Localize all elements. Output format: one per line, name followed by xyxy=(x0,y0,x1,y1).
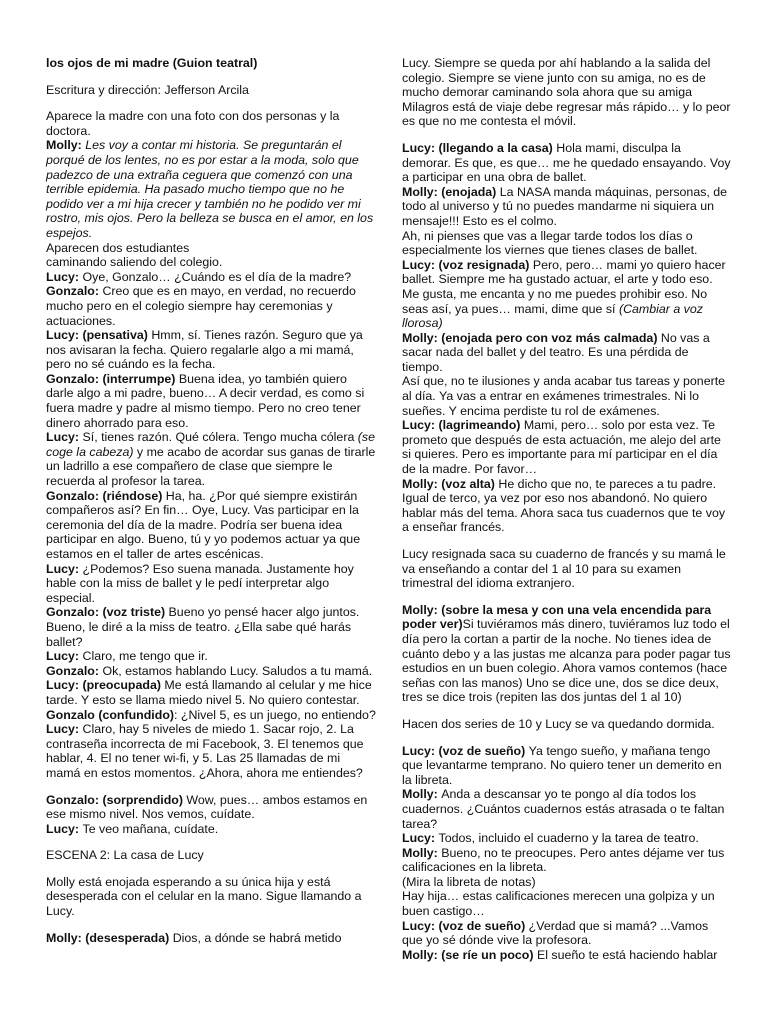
text-run: Hmm, sí. Tienes razón. Seguro que ya nos avisaran la fecha. Quiero regalarle algo a mi mamá, pero no sé cuándo es la fecha. xyxy=(46,328,363,372)
text-run: Ha, ha. ¿Por qué siempre existirán compañeros así? En fin… Oye, Lucy. Vas participar en la ceremonia del día de la madre. Podría ser buena idea participar en algo. Bueno, tú y yo podemos actuar ya que estamos en el taller de artes escénicas. xyxy=(46,488,361,561)
paragraph xyxy=(46,83,376,98)
left-column xyxy=(46,56,376,945)
paragraph xyxy=(46,138,376,240)
speaker-label: Lucy: xyxy=(46,722,83,737)
speaker-label: Lucy: (voz de sueño) xyxy=(402,743,529,758)
paragraph xyxy=(46,605,376,649)
text-run: caminando saliendo del colegio. xyxy=(46,255,223,270)
text-run: y me acabo de acordar sus ganas de tirarle un ladrillo a ese compañero de clase que siempre le recuerda al profesor la tarea. xyxy=(46,444,376,489)
paragraph xyxy=(46,489,376,562)
text-run: No vas a sacar nada del ballet y del teatro. Es una pérdida de tiempo. xyxy=(402,330,710,374)
paragraph xyxy=(402,831,732,846)
text-run: Wow, pues… ambos estamos en ese mismo nivel. Nos vemos, cuídate. xyxy=(46,792,368,822)
paragraph xyxy=(402,141,732,185)
speaker-label: Gonzalo: (interrumpe) xyxy=(46,371,179,386)
paragraph xyxy=(46,562,376,606)
paragraph xyxy=(46,722,376,780)
speaker-label: Lucy: xyxy=(402,831,439,846)
text-run: Aparecen dos estudiantes xyxy=(46,240,190,255)
speaker-label: Lucy: xyxy=(46,561,83,576)
speaker-label: Molly: xyxy=(46,138,86,153)
paragraph xyxy=(402,717,732,732)
stage-direction: (se coge la cabeza) xyxy=(46,430,375,459)
text-run: Pero, pero… mami yo quiero hacer ballet. Siempre me ha gustado actuar, el arte y todo eso. Me gusta, me encanta y no me puedes prohibir eso. No seas así, ya pues… mami, dime que sí xyxy=(402,257,726,316)
speaker-label: Lucy: (voz resignada) xyxy=(402,257,533,272)
text-run: Ok, estamos hablando Lucy. Saludos a tu mamá. xyxy=(102,663,373,678)
paragraph xyxy=(46,430,376,488)
paragraph xyxy=(402,418,732,476)
right-column xyxy=(402,56,732,962)
text-run: Dios, a dónde se habrá metido xyxy=(172,930,342,945)
text-run: Todos, incluido el cuaderno y la tarea de teatro. xyxy=(438,831,699,846)
paragraph xyxy=(402,374,732,418)
text-run: Claro, me tengo que ir. xyxy=(82,649,208,664)
text-run: Hay hija… estas calificaciones merecen una golpiza y un buen castigo… xyxy=(402,889,715,919)
paragraph xyxy=(46,649,376,664)
speaker-label: los ojos de mi madre (Guion teatral) xyxy=(46,56,258,70)
paragraph xyxy=(402,229,732,258)
speaker-label: Gonzalo: (riéndose) xyxy=(46,488,166,503)
speaker-label: Gonzalo: (sorprendido) xyxy=(46,792,187,807)
text-run: Si tuviéramos más dinero, tuviéramos luz todo el día pero la cortan a partir de la noche. No tienes idea de cuánto debo y a las justas me alcanza para poder pagar tus estudios en un buen colegio. Ahora vamos contemos (hace señas con las manos) Uno se dice une, dos se dice deux, tres se dice trois (repiten las dos juntas del 1 al 10) xyxy=(402,617,731,705)
paragraph xyxy=(46,664,376,679)
text-run: Buena idea, yo también quiero darle algo a mi padre, bueno… A decir verdad, es como si fuera madre y padre al mismo tiempo. Pero no creo tener dinero ahorrado para eso. xyxy=(46,371,365,430)
speaker-label: Gonzalo (confundido) xyxy=(46,707,175,722)
paragraph xyxy=(402,919,732,948)
paragraph xyxy=(46,109,376,138)
text-run: Bueno yo pensé hacer algo juntos. Bueno, le diré a la miss de teatro. ¿Ella sabe qué harás ballet? xyxy=(46,605,360,649)
paragraph xyxy=(402,56,732,129)
text-run: Aparece la madre con una foto con dos personas y la doctora. xyxy=(46,109,340,138)
paragraph xyxy=(46,328,376,372)
paragraph xyxy=(402,477,732,535)
text-run: Mami, pero… solo por esta vez. Te prometo que después de esta actuación, me alejo del arte si quieres. Pero es importante para mí participar en el día de la madre. Por favor… xyxy=(402,418,721,477)
paragraph xyxy=(402,889,732,918)
speaker-label: Lucy: (llegando a la casa) xyxy=(402,140,557,155)
paragraph xyxy=(46,793,376,822)
text-run: (Mira la libreta de notas) xyxy=(402,874,536,889)
paragraph xyxy=(46,270,376,285)
speaker-label: Molly: xyxy=(402,845,442,860)
paragraph xyxy=(46,848,376,863)
text-run: Ah, ni pienses que vas a llegar tarde todos los días o especialmente los viernes que tienes clases de ballet. xyxy=(402,228,698,258)
speaker-label: Lucy: xyxy=(46,430,83,445)
stage-direction: (Cambiar a voz llorosa) xyxy=(402,301,703,331)
text-run: ¿Verdad que si mamá? ...Vamos que yo sé dónde vive la profesora. xyxy=(402,918,709,948)
speaker-label: Lucy: xyxy=(46,269,83,284)
speaker-label: Molly: (sobre la mesa y con una vela encendida para poder ver) xyxy=(402,602,712,632)
paragraph xyxy=(402,547,732,591)
paragraph xyxy=(402,846,732,875)
paragraph xyxy=(46,822,376,837)
text-run: Claro, hay 5 niveles de miedo 1. Sacar rojo, 2. La contraseña incorrecta de mi Facebook, 3. El tenemos que hablar, 4. El no tener wi-fi, y 5. Las 25 llamadas de mi mamá en estos momentos. ¿Ahora, ahora me entiendes? xyxy=(46,722,364,780)
speaker-label: Molly: xyxy=(402,787,442,802)
text-run: Molly está enojada esperando a su única hija y está desesperada con el celular en la mano. Sigue llamando a Lucy. xyxy=(46,874,362,919)
paragraph xyxy=(402,258,732,331)
speaker-label: Lucy: xyxy=(46,649,83,664)
text-run: Hacen dos series de 10 y Lucy se va quedando dormida. xyxy=(402,716,715,731)
text-run: Escritura y dirección: Jefferson Arcila xyxy=(46,82,249,97)
text-run: Bueno, no te preocupes. Pero antes déjame ver tus calificaciones en la libreta. xyxy=(402,845,725,875)
text-run: ESCENA 2: La casa de Lucy xyxy=(46,848,204,863)
paragraph xyxy=(402,744,732,788)
text-run: Sí, tienes razón. Qué cólera. Tengo mucha cólera xyxy=(82,430,358,445)
text-run: Ya tengo sueño, y mañana tengo que levantarme temprano. No quiero tener un demerito en la libreta. xyxy=(402,743,722,787)
paragraph xyxy=(402,331,732,375)
paragraph xyxy=(46,875,376,919)
text-run: Creo que es en mayo, en verdad, no recuerdo mucho pero en el colegio siempre hay ceremonias y actuaciones. xyxy=(46,284,356,328)
paragraph xyxy=(46,56,376,71)
speaker-label: Gonzalo: xyxy=(46,663,103,678)
text-run: Hola mami, disculpa la demorar. Es que, es que… me he quedado ensayando. Voy a participar en una obra de ballet. xyxy=(402,140,731,185)
paragraph xyxy=(402,603,732,705)
speaker-label: Lucy: xyxy=(46,821,83,836)
speaker-label: Molly: (enojada pero con voz más calmada) xyxy=(402,330,661,345)
paragraph xyxy=(46,255,376,270)
speaker-label: Gonzalo: (voz triste) xyxy=(46,605,169,620)
paragraph xyxy=(402,787,732,831)
speaker-label: Lucy: (lagrimeando) xyxy=(402,418,524,433)
paragraph xyxy=(402,185,732,229)
paragraph xyxy=(46,372,376,430)
speaker-label: Molly: (desesperada) xyxy=(46,930,173,945)
text-run: : ¿Nivel 5, es un juego, no entiendo? xyxy=(174,707,376,722)
speaker-label: Molly: (se ríe un poco) xyxy=(402,947,537,962)
paragraph xyxy=(46,708,376,723)
text-run: He dicho que no, te pareces a tu padre. Igual de terco, ya vez por eso nos abandonó. No quiero hablar más del tema. Ahora saca tus cuadernos que te voy a enseñar francés. xyxy=(402,476,726,535)
text-run: Oye, Gonzalo… ¿Cuándo es el día de la madre? xyxy=(82,269,352,284)
paragraph xyxy=(402,875,732,890)
text-run: La NASA manda máquinas, personas, de todo al universo y tú no puedes mandarme ni siquiera un mensaje!!! Esto es el colmo. xyxy=(402,184,728,228)
paragraph xyxy=(46,678,376,707)
text-run: Te veo mañana, cuídate. xyxy=(82,821,219,836)
paragraph xyxy=(46,241,376,256)
text-run: Así que, no te ilusiones y anda acabar tus tareas y ponerte al día. Ya vas a entrar en exámenes trimestrales. Ni lo sueñes. Y encima perdiste tu rol de exámenes. xyxy=(402,374,726,418)
text-run: ¿Podemos? Eso suena manada. Justamente hoy hable con la miss de ballet y le pedí interpretar algo especial. xyxy=(46,561,354,605)
text-run: Me está llamando al celular y me hice tarde. Y esto se llama miedo nivel 5. No quiero contestar. xyxy=(46,678,372,707)
text-run: Lucy. Siempre se queda por ahí hablando a la salida del colegio. Siempre se viene junto con su amiga, no es de mucho demorar caminando sola ahora que su amiga Milagros está de viaje debe regresar más rápido… y lo peor es que no me contesta el móvil. xyxy=(402,56,731,129)
text-run: El sueño te está haciendo hablar xyxy=(536,947,718,962)
stage-direction: Les voy a contar mi historia. Se preguntarán el porqué de los lentes, no es por estar a la moda, solo que padezco de una extraña ceguera que comenzó con una terrible epidemia. Ha pasado mucho tiempo que no he podido ver a mi hija crecer y también no he podido ver mi rostro, mis ojos. Pero la belleza se busca en el amor, en los espejos. xyxy=(46,138,374,240)
speaker-label: Lucy: (voz de sueño) xyxy=(402,918,529,933)
speaker-label: Molly: (voz alta) xyxy=(402,476,499,491)
paragraph xyxy=(402,948,732,963)
paragraph xyxy=(46,284,376,328)
speaker-label: Molly: (enojada) xyxy=(402,184,500,199)
paragraph xyxy=(46,931,376,946)
speaker-label: Gonzalo: xyxy=(46,284,103,299)
text-run: Lucy resignada saca su cuaderno de francés y su mamá le va enseñando a contar del 1 al 10 para su examen trimestral del idioma extranjero. xyxy=(402,547,726,591)
text-run: Anda a descansar yo te pongo al día todos los cuadernos. ¿Cuántos cuadernos estás atrasada o te faltan tarea? xyxy=(402,787,725,831)
speaker-label: Lucy: (pensativa) xyxy=(46,328,152,343)
speaker-label: Lucy: (preocupada) xyxy=(46,678,165,693)
